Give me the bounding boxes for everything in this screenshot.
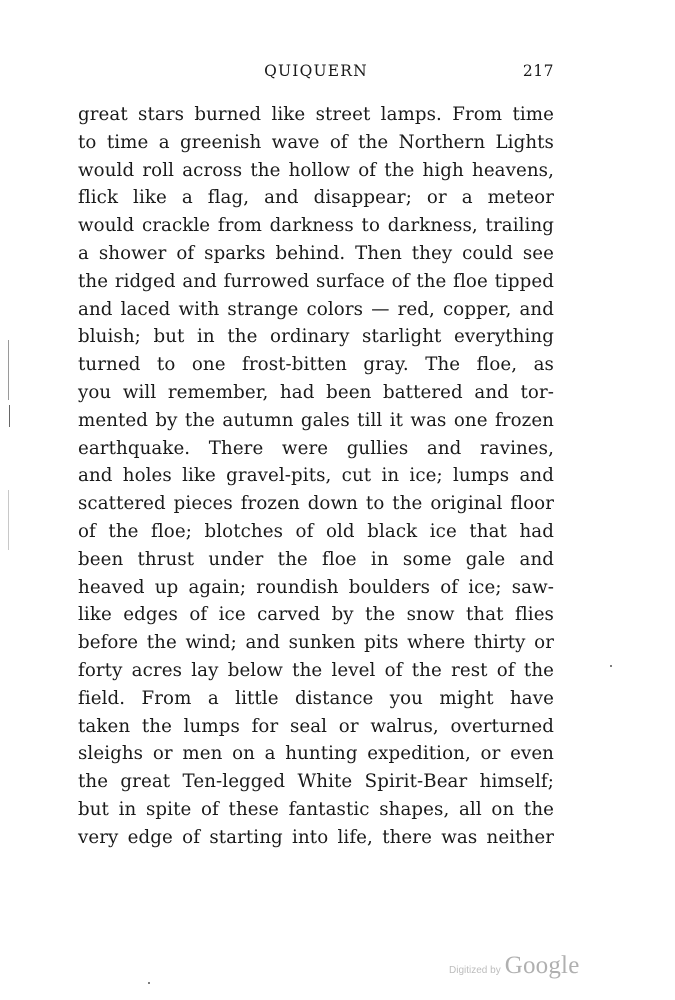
text-line: like edges of ice carved by the snow that flies bbox=[78, 604, 554, 626]
text-line: but in spite of these fantastic shapes, all on the bbox=[78, 798, 554, 820]
scan-margin-mark bbox=[8, 340, 9, 400]
text-line: earthquake. There were gullies and ravines, bbox=[78, 437, 554, 459]
body-text bbox=[78, 101, 554, 852]
text-line: the great Ten-legged White Spirit-Bear himself; bbox=[78, 771, 554, 793]
text-line: forty acres lay below the level of the rest of the bbox=[78, 659, 554, 681]
text-line: before the wind; and sunken pits where thirty or bbox=[78, 632, 554, 654]
text-line: you will remember, had been battered and tor- bbox=[78, 381, 554, 403]
text-line: would crackle from darkness to darkness, trailing bbox=[78, 215, 554, 237]
text-line: flick like a flag, and disappear; or a meteor bbox=[78, 187, 554, 209]
text-line: and holes like gravel-pits, cut in ice; lumps and bbox=[78, 465, 554, 487]
text-line: been thrust under the floe in some gale and bbox=[78, 548, 554, 570]
scan-margin-mark bbox=[8, 490, 9, 550]
watermark-prefix: Digitized by bbox=[449, 965, 501, 976]
running-head bbox=[78, 62, 554, 86]
text-line: sleighs or men on a hunting expedition, or even bbox=[78, 743, 554, 765]
digitized-by-google-watermark bbox=[449, 952, 580, 982]
text-line: taken the lumps for seal or walrus, overturned bbox=[78, 715, 554, 737]
google-logo: Google bbox=[504, 952, 580, 979]
text-line: great stars burned like street lamps. From time bbox=[78, 104, 554, 125]
scan-margin-mark bbox=[9, 405, 10, 427]
text-line: a shower of sparks behind. Then they could see bbox=[78, 242, 554, 264]
page-number: 217 bbox=[522, 62, 554, 80]
text-line: bluish; but in the ordinary starlight everything bbox=[78, 326, 554, 348]
text-line: heaved up again; roundish boulders of ice; saw- bbox=[78, 576, 554, 598]
text-line: of the floe; blotches of old black ice that had bbox=[78, 520, 554, 542]
scan-speck bbox=[148, 982, 150, 984]
scan-speck bbox=[610, 665, 612, 667]
text-line: scattered pieces frozen down to the original floor bbox=[78, 493, 554, 515]
text-line: would roll across the hollow of the high heavens, bbox=[78, 159, 554, 181]
running-title: QUIQUERN bbox=[264, 62, 368, 80]
text-line: field. From a little distance you might have bbox=[78, 687, 554, 709]
text-line: turned to one frost-bitten gray. The floe, as bbox=[78, 354, 554, 376]
text-line: and laced with strange colors — red, copper, and bbox=[78, 298, 554, 320]
text-line: very edge of starting into life, there was neither bbox=[78, 826, 554, 848]
text-line: the ridged and furrowed surface of the floe tipped bbox=[78, 270, 554, 292]
text-line: mented by the autumn gales till it was one frozen bbox=[78, 409, 554, 431]
text-line: to time a greenish wave of the Northern Lights bbox=[78, 131, 554, 153]
